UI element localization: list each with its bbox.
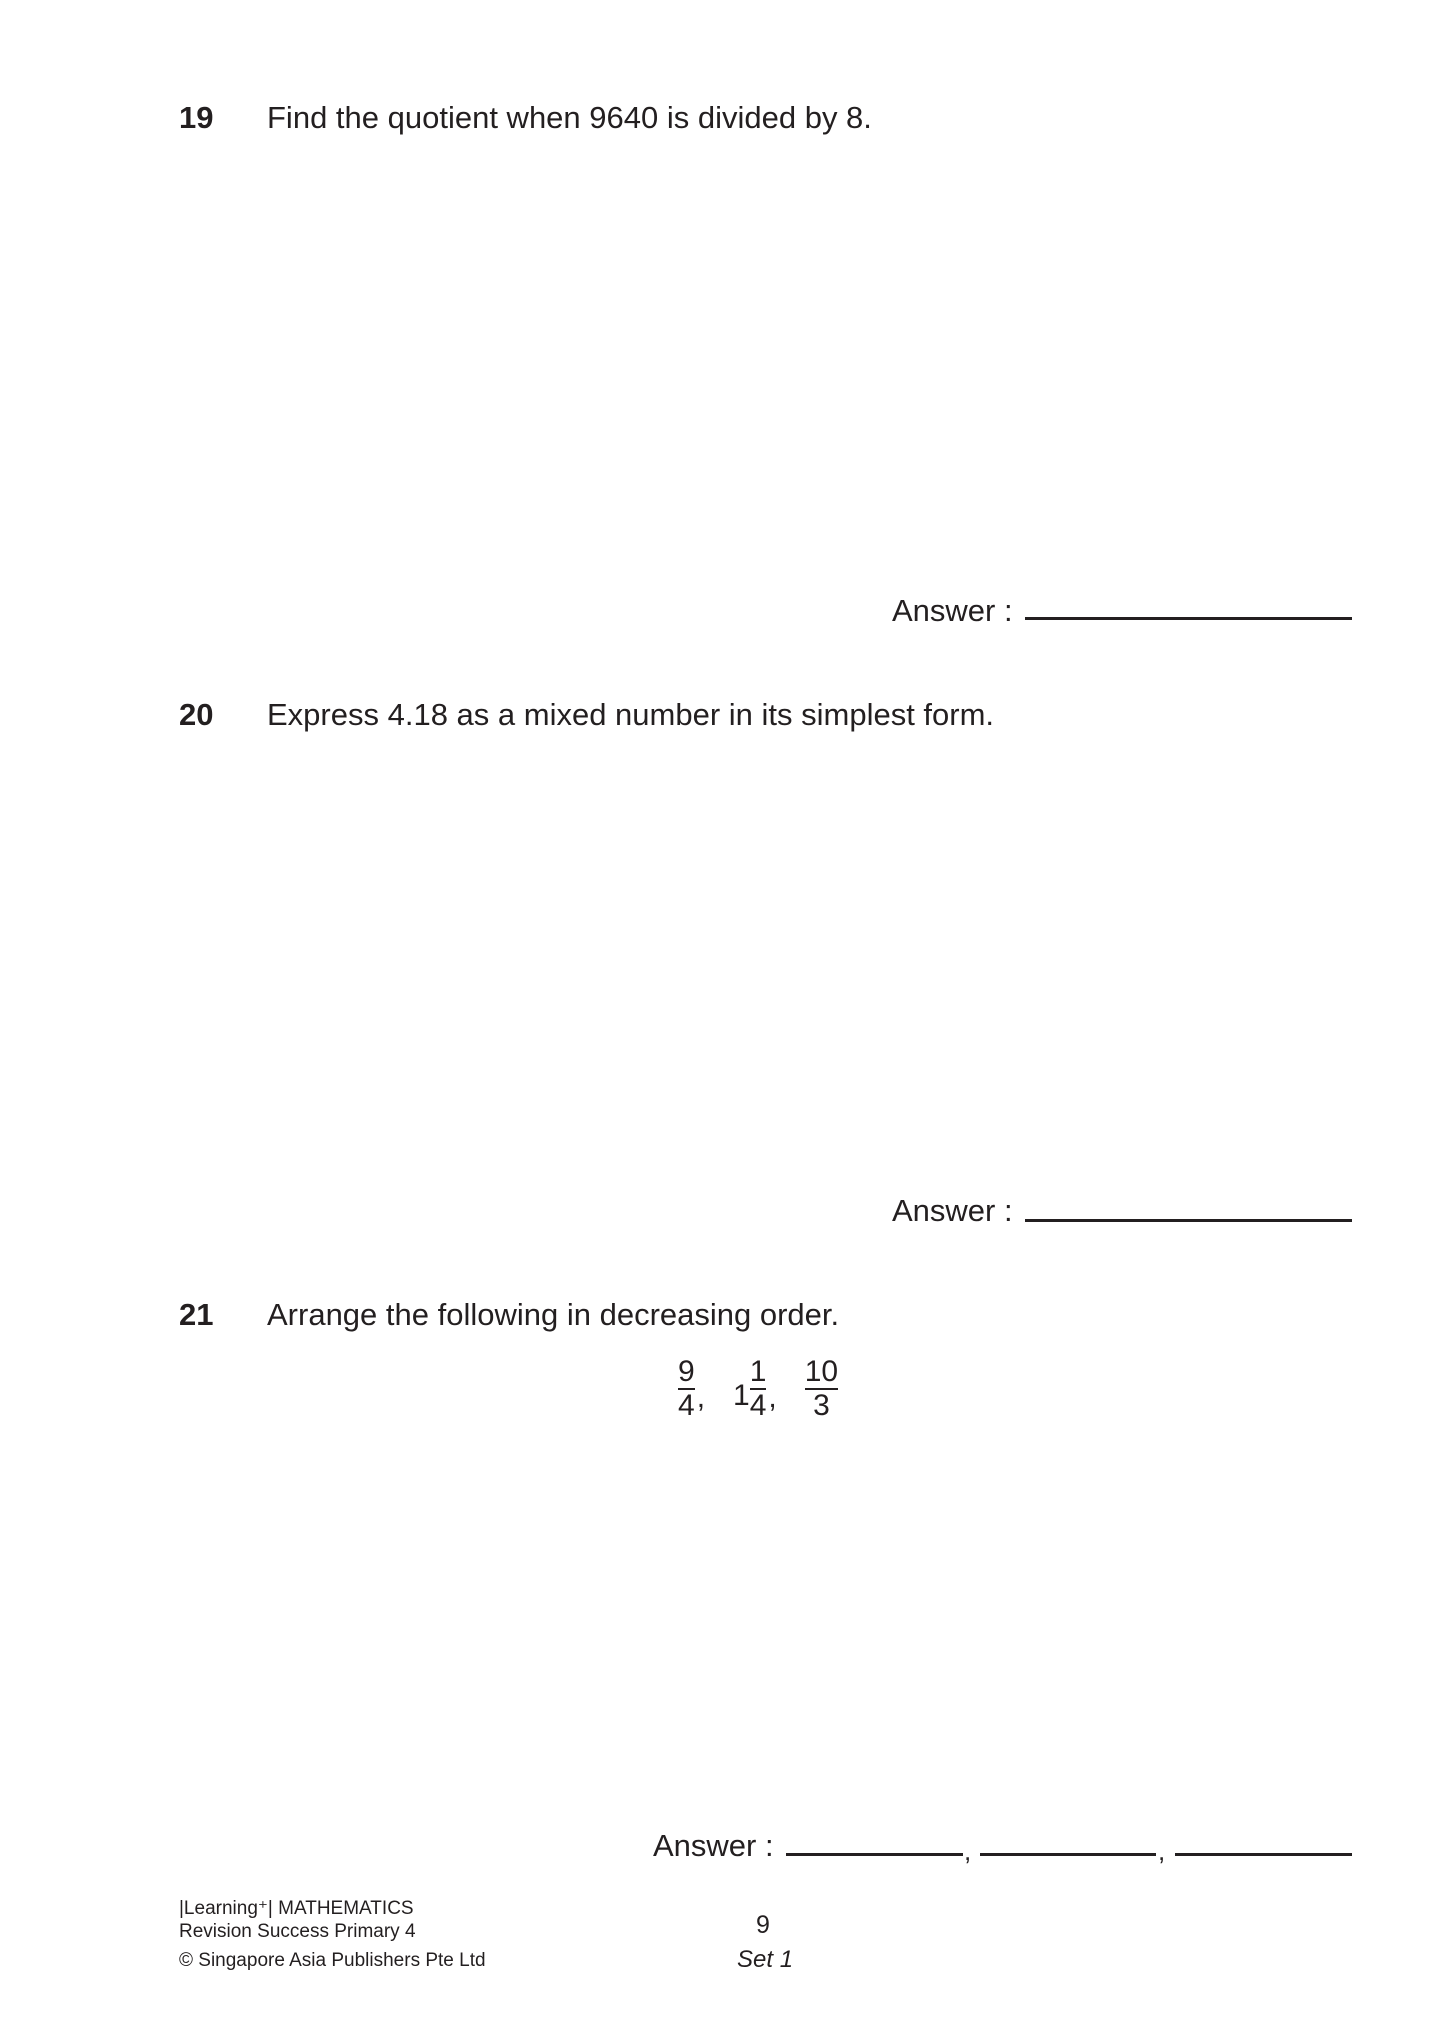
- answer-line-1[interactable]: [786, 1853, 963, 1856]
- page-number: 9: [756, 1911, 770, 1939]
- numerator: 9: [678, 1355, 695, 1388]
- answer-label: Answer :: [892, 1193, 1013, 1228]
- footer-book-title: Revision Success Primary 4: [179, 1921, 416, 1942]
- denominator: 4: [678, 1389, 695, 1422]
- answer-line-3[interactable]: [1175, 1853, 1352, 1856]
- answer-line[interactable]: [1025, 1219, 1352, 1222]
- separator: ,: [1158, 1836, 1166, 1866]
- fraction: [805, 1356, 838, 1422]
- question-text: Find the quotient when 9640 is divided by 8.: [267, 100, 872, 135]
- fraction: [750, 1356, 767, 1422]
- question-number: 20: [179, 697, 214, 732]
- question-text: Arrange the following in decreasing order.: [267, 1297, 840, 1332]
- footer-copyright: © Singapore Asia Publishers Pte Ltd: [179, 1950, 486, 1971]
- separator: ,: [964, 1836, 972, 1866]
- question-text: Express 4.18 as a mixed number in its simplest form.: [267, 697, 995, 732]
- denominator: 3: [813, 1389, 830, 1422]
- fraction-list: [678, 1356, 838, 1422]
- question-number: 21: [179, 1297, 214, 1332]
- separator: ,: [696, 1381, 706, 1414]
- set-label: Set 1: [737, 1946, 794, 1973]
- answer-label: Answer :: [653, 1828, 774, 1863]
- answer-line[interactable]: [1025, 617, 1352, 620]
- whole-part: 1: [733, 1379, 750, 1412]
- answer-line-2[interactable]: [980, 1853, 1156, 1856]
- footer-series: |Learning⁺| MATHEMATICS: [179, 1898, 414, 1919]
- separator: ,: [768, 1381, 777, 1414]
- answer-label: Answer :: [892, 593, 1013, 628]
- numerator: 1: [749, 1355, 767, 1388]
- fraction: [678, 1356, 695, 1422]
- numerator: 10: [804, 1355, 839, 1388]
- denominator: 4: [749, 1389, 767, 1422]
- question-number: 19: [179, 100, 214, 135]
